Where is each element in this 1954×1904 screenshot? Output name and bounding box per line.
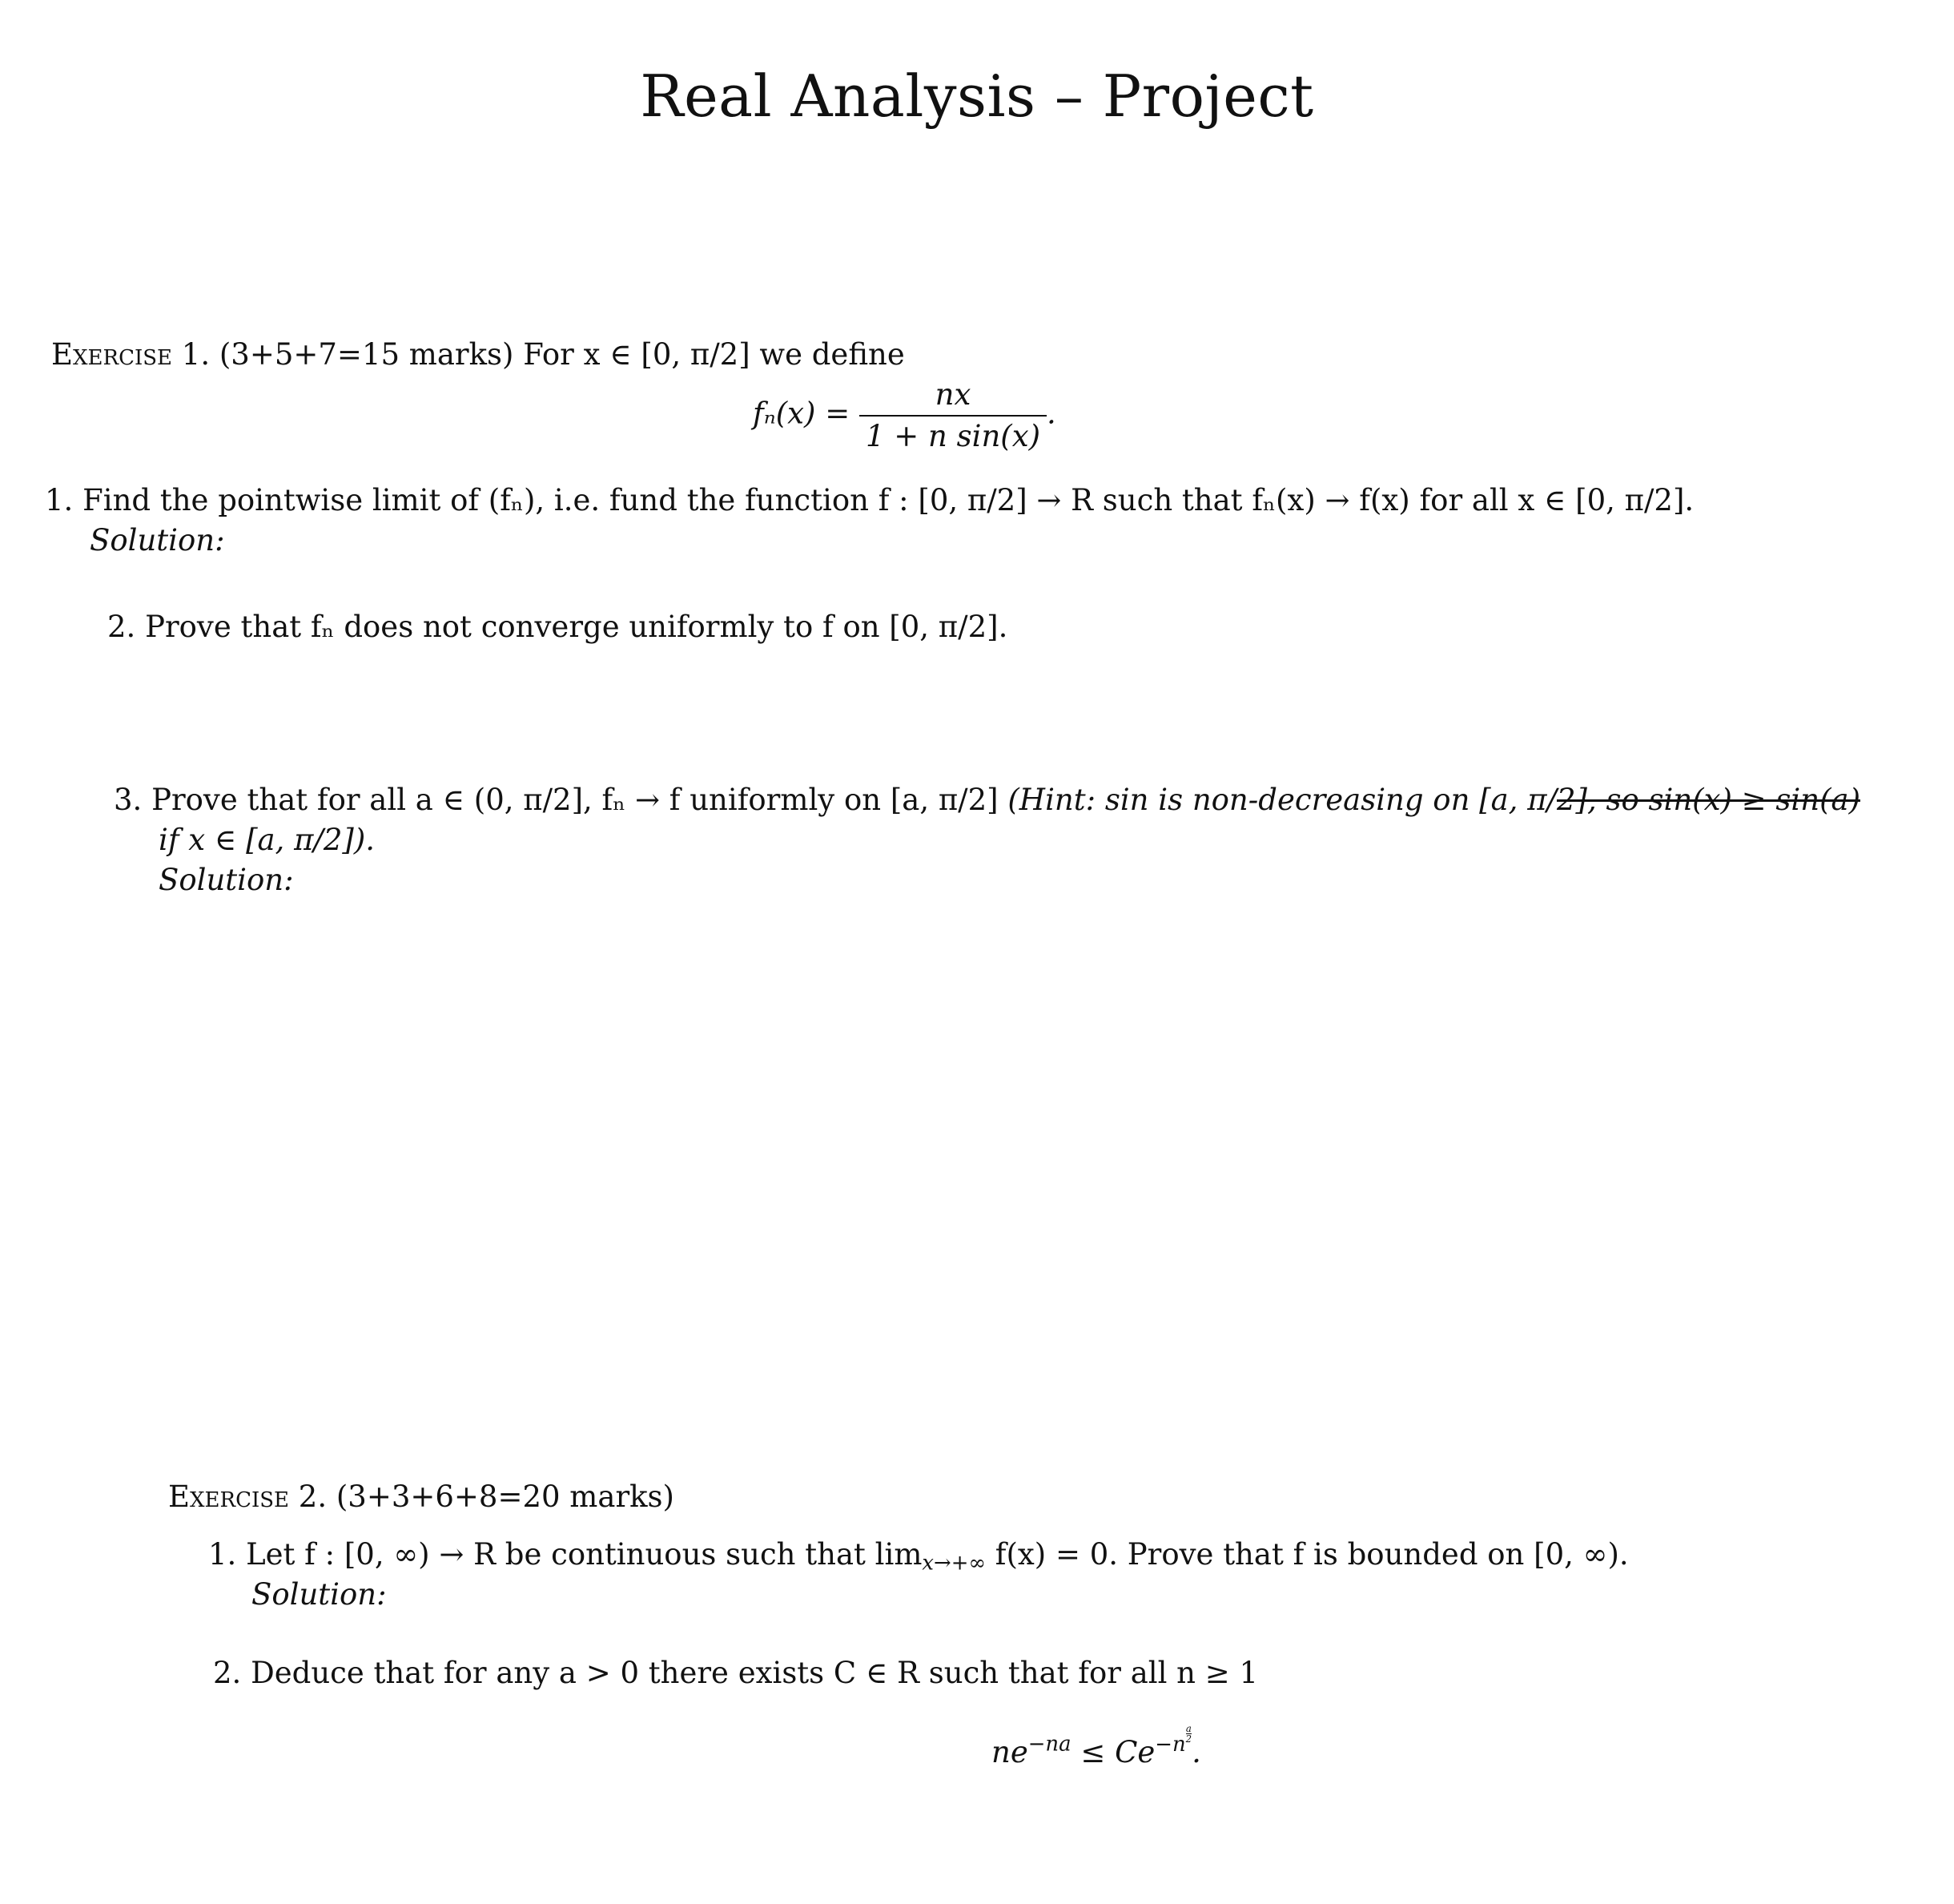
exercise-1-item-3-hint-continued: if x ∈ [a, π/2]). [159, 823, 376, 857]
exercise-2-item-2 [213, 1653, 1258, 1693]
item-number: 2. [107, 610, 136, 644]
exercise-1-header: Exercise 1. (3+5+7=15 marks) For x ∈ [0, π/2] we define [51, 337, 905, 372]
fn-definition-formula [753, 375, 1056, 457]
ineq-left-exponent: −na [1027, 1732, 1071, 1757]
item-text: Prove that fₙ does not converge uniformly to f on [0, π/2]. [145, 610, 1008, 644]
item-number: 3. [114, 783, 143, 817]
ineq-right-exponent [1155, 1723, 1192, 1757]
formula-denominator: 1 + n sin(x) [859, 415, 1047, 457]
ineq-period: . [1192, 1734, 1201, 1769]
formula-fraction [859, 375, 1047, 457]
exercise-1-item-2 [107, 607, 1007, 647]
item-text: Let f : [0, ∞) → R be continuous such that lim [246, 1537, 923, 1572]
ineq-right-exponent-base: −n [1155, 1732, 1186, 1757]
formula-period: . [1047, 396, 1056, 431]
ineq-exponent-fraction [1186, 1724, 1192, 1744]
exercise-2-header [168, 1477, 674, 1517]
page-title: Real Analysis – Project [640, 62, 1314, 130]
limit-subscript: x→+∞ [922, 1551, 986, 1576]
exercise-1-marks: (3+5+7=15 marks) [219, 337, 514, 372]
exercise-1-label: Exercise 1 [51, 337, 201, 372]
item-hint [1007, 783, 1860, 817]
item-text: Find the pointwise limit of (fₙ), i.e. fund the function f : [0, π/2] → R such that fₙ(x) → f(x) for all x ∈ [0, π/2]. [82, 483, 1695, 517]
item-text-continued: f(x) = 0. Prove that f is bounded on [0, ∞). [995, 1537, 1629, 1572]
formula-lhs: fₙ(x) = [753, 396, 850, 431]
exercise-2-item-1 [208, 1535, 1629, 1575]
item-text: Deduce that for any a > 0 there exists C ∈ R such that for all n ≥ 1 [251, 1656, 1259, 1690]
ineq-left: ne [991, 1734, 1028, 1769]
exercise-1-intro: For x ∈ [0, π/2] we define [523, 337, 905, 372]
item-number: 1. [208, 1537, 237, 1572]
item-text: Prove that for all a ∈ (0, π/2], fₙ → f uniformly on [a, π/2] [151, 783, 999, 817]
hint-part-b-struck: 2], so sin(x) ≥ sin(a) [1556, 783, 1860, 817]
formula-numerator: nx [935, 377, 971, 412]
exercise-1-item-1-solution-label: Solution: [90, 523, 225, 558]
item-number: 2. [213, 1656, 242, 1690]
exercise-1-item-1 [45, 481, 1694, 521]
exercise-2-marks: (3+3+6+8=20 marks) [336, 1479, 674, 1514]
exercise-1-item-3 [114, 780, 1860, 820]
exercise-2-item-1-solution-label: Solution: [251, 1577, 387, 1612]
item-number: 1. [45, 483, 74, 517]
hint-part-a: (Hint: sin is non-decreasing on [a, π/ [1007, 783, 1557, 817]
exercise-1-item-3-solution-label: Solution: [159, 863, 294, 897]
exercise-2-label: Exercise 2. [168, 1479, 328, 1514]
exponential-inequality [991, 1724, 1201, 1773]
ineq-fraction-numerator: a [1185, 1723, 1192, 1734]
ineq-fraction-denominator: 2 [1185, 1733, 1192, 1745]
ineq-mid: ≤ Ce [1080, 1734, 1156, 1769]
